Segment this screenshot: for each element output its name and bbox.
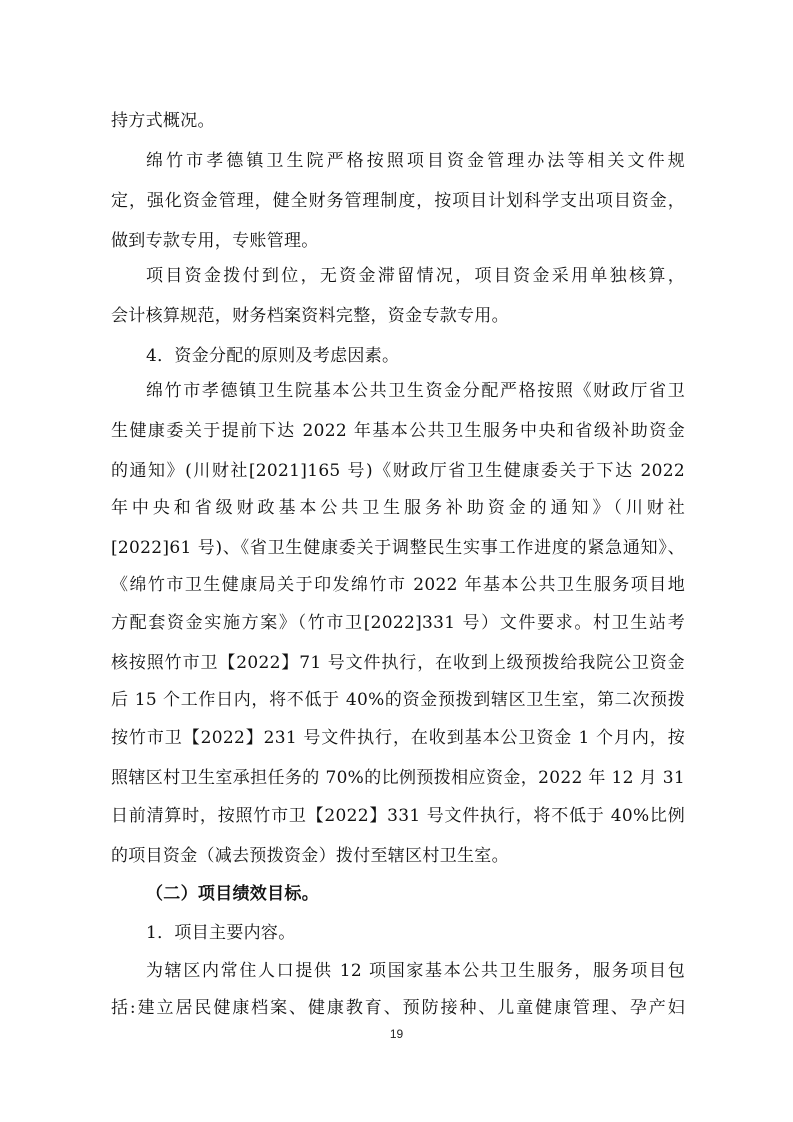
text-line: 为辖区内常住人口提供 12 项国家基本公共卫生服务，服务项目包 [146,961,685,981]
text-line: 会计核算规范，财务档案资料完整，资金专款专用。 [111,306,509,326]
text-line: 后 15 个工作日内，将不低于 40%的资金预拨到辖区卫生室，第二次预拨 [111,690,685,710]
text-line: 方配套资金实施方案》（竹市卫[2022]331 号）文件要求。村卫生站考 [111,613,685,633]
section-heading: （二）项目绩效目标。 [146,884,319,904]
text-line: 定，强化资金管理，健全财务管理制度，按项目计划科学支出项目资金， [111,191,685,211]
text-line: 生健康委关于提前下达 2022 年基本公共卫生服务中央和省级补助资金 [111,421,685,441]
section-heading: 4．资金分配的原则及考虑因素。 [146,346,400,366]
text-line: 绵竹市孝德镇卫生院基本公共卫生资金分配严格按照《财政厅省卫 [146,381,685,401]
text-line: 日前清算时，按照竹市卫【2022】331 号文件执行，将不低于 40%比例 [111,806,685,826]
text-line: 持方式概况。 [111,111,215,131]
text-line: [2022]61 号)、《省卫生健康委关于调整民生实事工作进度的紧急通知》、 [111,538,685,558]
text-line: 项目资金拨付到位，无资金滞留情况，项目资金采用单独核算， [146,266,685,286]
text-line: 按竹市卫【2022】231 号文件执行，在收到基本公卫资金 1 个月内，按 [111,728,685,748]
text-line: 括:建立居民健康档案、健康教育、预防接种、儿童健康管理、孕产妇 [111,998,685,1018]
text-line: 绵竹市孝德镇卫生院严格按照项目资金管理办法等相关文件规 [146,151,685,171]
text-line: 的通知》(川财社[2021]165 号)《财政厅省卫生健康委关于下达 2022 [111,461,685,481]
section-heading: 1．项目主要内容。 [146,923,296,943]
text-line: 核按照竹市卫【2022】71 号文件执行，在收到上级预拨给我院公卫资金 [111,653,685,673]
text-line: 的项目资金（减去预拨资金）拨付至辖区村卫生室。 [111,846,509,866]
text-line: 《绵竹市卫生健康局关于印发绵竹市 2022 年基本公共卫生服务项目地 [111,575,685,595]
text-line: 做到专款专用，专账管理。 [111,231,319,251]
page-number: 19 [389,1027,404,1041]
text-line: 年中央和省级财政基本公共卫生服务补助资金的通知》（川财社 [111,498,685,518]
text-line: 照辖区村卫生室承担任务的 70%的比例预拨相应资金，2022 年 12 月 31 [111,768,685,788]
